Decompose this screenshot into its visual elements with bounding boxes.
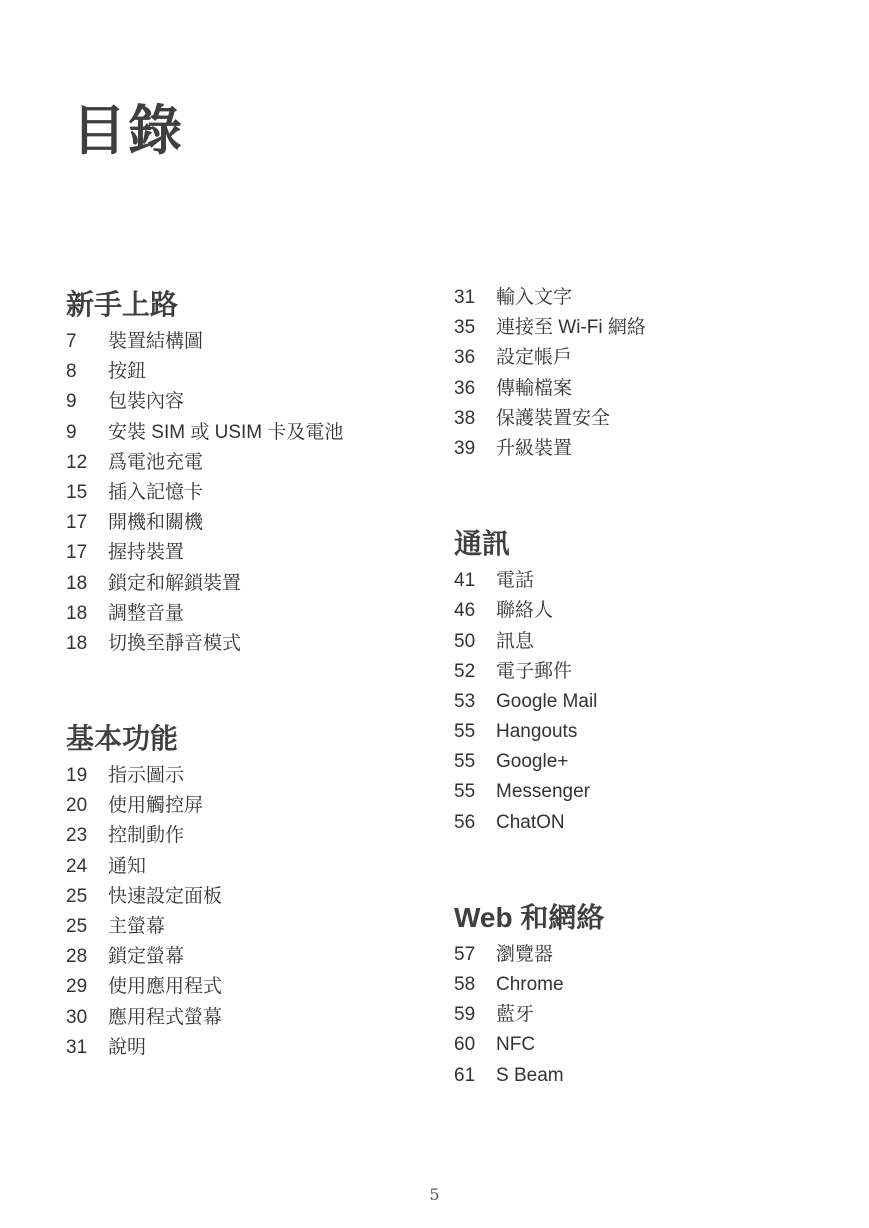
toc-section-heading: 通訊 [454, 528, 511, 560]
toc-entry-label: 爲電池充電 [108, 451, 204, 473]
toc-entry[interactable] [66, 761, 426, 791]
toc-entry-page: 29 [66, 976, 88, 998]
toc-entry-page: 24 [66, 855, 88, 877]
toc-entry-list [454, 940, 854, 1091]
toc-entry-page: 8 [66, 361, 77, 383]
toc-entry-page: 55 [454, 721, 476, 743]
toc-right-column [454, 283, 854, 1091]
toc-entry-label: 快速設定面板 [108, 885, 223, 907]
toc-entry[interactable] [66, 599, 426, 629]
toc-entry[interactable] [66, 852, 426, 882]
toc-entry-page: 31 [66, 1036, 88, 1058]
toc-entry[interactable] [454, 313, 854, 343]
toc-entry-page: 46 [454, 600, 476, 622]
toc-entry[interactable] [66, 629, 426, 659]
toc-entry[interactable] [454, 404, 854, 434]
toc-entry-label: 安裝 SIM 或 USIM 卡及電池 [108, 421, 344, 443]
toc-entry[interactable] [454, 596, 854, 626]
toc-entry-page: 18 [66, 572, 88, 594]
toc-entry-label: 插入記憶卡 [108, 481, 204, 503]
toc-entry-label: 指示圖示 [108, 765, 185, 787]
toc-entry-page: 56 [454, 811, 476, 833]
toc-entry-label: 鎖定和解鎖裝置 [108, 572, 242, 594]
toc-entry-label: ChatON [496, 811, 565, 833]
toc-entry[interactable] [66, 418, 426, 448]
page-number: 5 [429, 1185, 440, 1204]
toc-entry-page: 38 [454, 407, 476, 429]
toc-entry-label: 訊息 [496, 630, 535, 652]
toc-entry[interactable] [454, 970, 854, 1000]
toc-entry-page: 17 [66, 542, 88, 564]
toc-entry-label: 調整音量 [108, 602, 185, 624]
toc-entry-label: 通知 [108, 855, 147, 877]
page-title: 目錄 [72, 101, 184, 161]
toc-entry-label: 聯絡人 [496, 600, 554, 622]
toc-entry-page: 9 [66, 421, 77, 443]
toc-entry[interactable] [66, 1033, 426, 1063]
toc-entry-page: 12 [66, 451, 88, 473]
toc-entry-label: 傳輸檔案 [496, 377, 573, 399]
toc-entry[interactable] [454, 777, 854, 807]
toc-entry[interactable] [66, 882, 426, 912]
toc-entry[interactable] [454, 940, 854, 970]
toc-entry[interactable] [454, 1000, 854, 1030]
toc-entry[interactable] [66, 448, 426, 478]
toc-entry-page: 60 [454, 1034, 476, 1056]
toc-entry-label: 使用觸控屏 [108, 795, 204, 817]
toc-entry[interactable] [66, 569, 426, 599]
toc-entry-page: 31 [454, 287, 476, 308]
toc-entry-page: 50 [454, 630, 476, 652]
toc-entry[interactable] [454, 434, 854, 464]
toc-entry-page: 57 [454, 943, 476, 965]
toc-entry[interactable] [454, 1030, 854, 1060]
toc-entry-page: 18 [66, 602, 88, 624]
toc-entry[interactable] [454, 283, 854, 313]
toc-entry[interactable] [454, 566, 854, 596]
toc-section-heading: Web 和網絡 [454, 901, 605, 933]
toc-entry-label: 按鈕 [108, 361, 147, 383]
toc-continued-list [454, 283, 854, 464]
toc-entry[interactable] [66, 821, 426, 851]
toc-entry-page: 58 [454, 974, 476, 995]
section-spacer [454, 464, 854, 522]
toc-entry[interactable] [454, 687, 854, 717]
toc-entry-page: 55 [454, 751, 476, 773]
toc-section [454, 522, 854, 838]
toc-entry-list [66, 327, 426, 659]
toc-entry[interactable] [66, 942, 426, 972]
toc-entry[interactable] [66, 791, 426, 821]
toc-entry-label: NFC [496, 1034, 536, 1056]
toc-entry-list [66, 761, 426, 1063]
toc-section-heading: 基本功能 [66, 723, 179, 755]
toc-entry-label: 電子郵件 [496, 660, 573, 682]
toc-entry[interactable] [66, 972, 426, 1002]
toc-section-heading: 新手上路 [66, 289, 179, 320]
toc-entry-label: 切換至靜音模式 [108, 632, 242, 654]
toc-entry[interactable] [454, 808, 854, 838]
toc-entry-label: 電話 [496, 570, 535, 592]
toc-entry[interactable] [454, 717, 854, 747]
toc-entry-label: 設定帳戶 [496, 347, 573, 369]
toc-entry-page: 61 [454, 1064, 476, 1086]
toc-entry-page: 55 [454, 781, 476, 803]
toc-entry[interactable] [454, 1061, 854, 1091]
toc-entry[interactable] [454, 747, 854, 777]
toc-entry-page: 25 [66, 885, 88, 907]
toc-entry[interactable] [66, 387, 426, 417]
toc-entry-label: 開機和關機 [108, 512, 204, 534]
toc-entry-page: 52 [454, 660, 476, 682]
toc-entry-page: 39 [454, 437, 476, 459]
toc-entry-page: 18 [66, 632, 88, 654]
toc-entry-label: 控制動作 [108, 825, 185, 847]
toc-entry-label: 保護裝置安全 [496, 407, 611, 429]
toc-entry[interactable] [66, 357, 426, 387]
toc-entry-label: Google Mail [496, 690, 598, 712]
toc-entry-label: 應用程式螢幕 [108, 1006, 223, 1028]
toc-entry-page: 53 [454, 690, 476, 712]
toc-entry-page: 36 [454, 347, 476, 369]
toc-entry-page: 23 [66, 825, 88, 847]
toc-entry-page: 59 [454, 1004, 476, 1026]
toc-entry-page: 7 [66, 331, 77, 352]
toc-section [66, 717, 426, 1063]
toc-entry[interactable] [66, 327, 426, 357]
toc-entry-page: 35 [454, 317, 476, 339]
toc-entry-label: Hangouts [496, 721, 578, 743]
toc-entry[interactable] [454, 627, 854, 657]
toc-entry-page: 25 [66, 916, 88, 937]
toc-entry-page: 19 [66, 765, 88, 787]
toc-entry[interactable] [454, 657, 854, 687]
toc-entry-label: S Beam [496, 1064, 564, 1086]
toc-entry[interactable] [454, 374, 854, 404]
toc-entry-page: 9 [66, 391, 77, 413]
section-spacer [66, 659, 426, 717]
toc-entry-label: 說明 [108, 1036, 147, 1058]
toc-section [454, 896, 854, 1091]
toc-entry-page: 28 [66, 946, 88, 968]
toc-entry-label: 包裝內容 [108, 391, 185, 413]
toc-entry-label: 升級裝置 [496, 437, 573, 459]
toc-entry-page: 41 [454, 570, 476, 592]
toc-entry[interactable] [66, 508, 426, 538]
toc-entry[interactable] [454, 343, 854, 373]
toc-entry-label: 使用應用程式 [108, 976, 223, 998]
toc-entry-label: 輸入文字 [496, 287, 573, 308]
toc-entry-label: 握持裝置 [108, 542, 185, 564]
toc-entry-label: Google+ [496, 751, 569, 773]
toc-entry-page: 20 [66, 795, 88, 817]
toc-entry-label: 瀏覽器 [496, 943, 554, 965]
toc-left-column [66, 283, 426, 1063]
toc-entry-page: 36 [454, 377, 476, 399]
section-spacer [454, 838, 854, 896]
toc-entry-page: 17 [66, 512, 88, 534]
toc-entry-label: 鎖定螢幕 [108, 946, 185, 968]
toc-entry-page: 15 [66, 481, 88, 503]
toc-entry-label: 主螢幕 [108, 916, 166, 937]
toc-entry[interactable] [66, 1003, 426, 1033]
toc-entry-list [454, 566, 854, 838]
toc-entry-label: Messenger [496, 781, 590, 803]
toc-entry[interactable] [66, 538, 426, 568]
toc-entry-label: Chrome [496, 974, 564, 995]
toc-entry-label: 藍牙 [496, 1004, 535, 1026]
toc-entry-label: 裝置結構圖 [108, 331, 204, 352]
toc-section [66, 283, 426, 659]
toc-entry[interactable] [66, 478, 426, 508]
toc-entry-page: 30 [66, 1006, 88, 1028]
toc-entry-label: 連接至 Wi-Fi 網絡 [496, 317, 646, 339]
toc-entry[interactable] [66, 912, 426, 942]
